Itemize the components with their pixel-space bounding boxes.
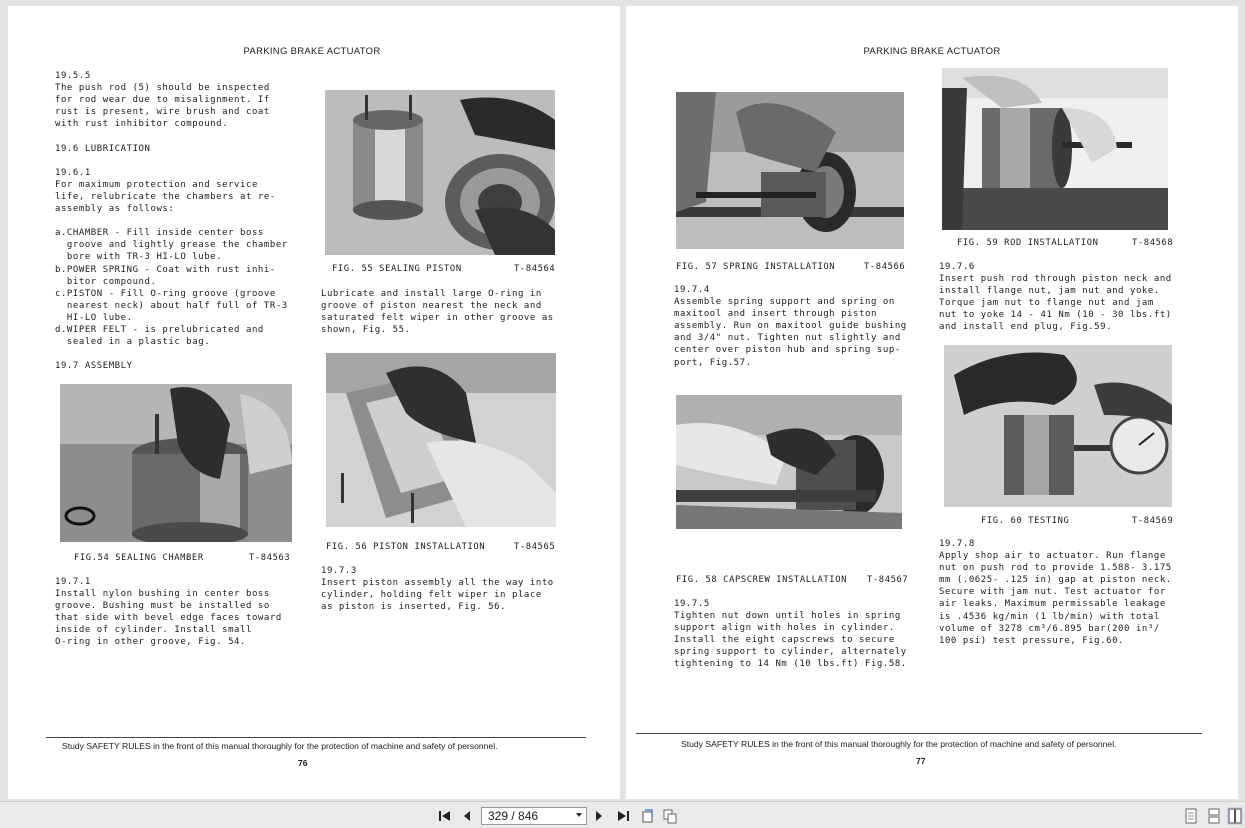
continuous-view-icon[interactable] bbox=[1206, 807, 1222, 825]
page-header: PARKING BRAKE ACTUATOR bbox=[863, 46, 1001, 57]
text-block-19-7-2: Lubricate and install large O-ring in groove of piston nearest the neck and saturated felt wiper in other groove as shown, Fig. 55. bbox=[321, 289, 554, 336]
footer-rule bbox=[46, 737, 586, 738]
text-block-19-7-8: 19.7.8 Apply shop air to actuator. Run flange nut on push rod to provide 1.588- 3.175 mm (.0625- .125 in) gap at piston neck. Secure with jam nut. Test actuator for air leaks. Maximum permissable leakage is .4536 kg/min (1 lb/min) with total volume of 3278 cm³/6.895 bar(200 in³/ 100 psi) test pressure, Fig.60. bbox=[939, 539, 1172, 646]
fig57-number: T-84566 bbox=[864, 262, 906, 272]
fig56-caption: FIG. 56 PISTON INSTALLATION bbox=[326, 542, 486, 552]
fig58-number: T-84567 bbox=[867, 575, 909, 585]
fig55-caption: FIG. 55 SEALING PISTON bbox=[332, 264, 462, 274]
fig54-caption: FIG.54 SEALING CHAMBER bbox=[74, 553, 204, 563]
fig55-number: T-84564 bbox=[514, 264, 556, 274]
footer-rule bbox=[636, 733, 1202, 734]
fig60-photo bbox=[944, 345, 1172, 507]
fig57-photo bbox=[676, 92, 904, 249]
next-page-icon[interactable] bbox=[591, 807, 607, 825]
fig60-caption: FIG. 60 TESTING bbox=[981, 516, 1070, 526]
fig55-photo bbox=[325, 90, 555, 255]
chevron-down-icon bbox=[576, 813, 582, 817]
page-header: PARKING BRAKE ACTUATOR bbox=[243, 46, 381, 57]
single-page-view-icon[interactable] bbox=[1183, 807, 1199, 825]
page-number-select[interactable] bbox=[481, 807, 587, 825]
rotate-icon[interactable] bbox=[639, 807, 657, 825]
text-block-19-5-5-to-19-7: 19.5.5 The push rod (5) should be inspected for rod wear due to misalignment. If rust is present, wire brush and coat with rust inhibitor compound. 19.6 LUBRICATION 19.6.1 For maximum protection and service life, relubricate the chambers at re- assembly as follows: a.CHAMBER - Fill inside center boss groove and lightly grease the chamber bore with TR-3 HI-LO lube. b.POWER SPRING - Coat with rust inhi- bitor compound. c.PISTON - Fill O-ring groove (groove nearest neck) about half full of TR-3 HI-LO lube. d.WIPER FELT - is prelubricated and sealed in a plastic bag. 19.7 ASSEMBLY bbox=[55, 71, 288, 372]
first-page-icon[interactable] bbox=[436, 807, 454, 825]
fig58-photo bbox=[676, 395, 902, 529]
fig57-caption: FIG. 57 SPRING INSTALLATION bbox=[676, 262, 836, 272]
fig60-number: T-84569 bbox=[1132, 516, 1174, 526]
fig58-caption: FIG. 58 CAPSCREW INSTALLATION bbox=[676, 575, 847, 585]
page-number: 77 bbox=[916, 756, 926, 766]
page-77 bbox=[626, 6, 1238, 799]
fig59-photo bbox=[942, 68, 1168, 230]
copy-icon[interactable] bbox=[661, 807, 679, 825]
text-block-19-7-6: 19.7.6 Insert push rod through piston neck and install flange nut, jam nut and yoke. Torque jam nut to flange nut and jam nut to yoke 14 - 41 Nm (10 - 30 lbs.ft) and install end plug, Fig.59. bbox=[939, 262, 1172, 333]
last-page-icon[interactable] bbox=[614, 807, 632, 825]
page-76 bbox=[8, 6, 620, 799]
footer-safety-note: Study SAFETY RULES in the front of this manual thoroughly for the protection of machine and safety of personnel. bbox=[681, 739, 1117, 749]
text-block-19-7-4: 19.7.4 Assemble spring support and spring on maxitool and insert through piston assembly. Run on maxitool guide bushing and 3/4" nut. Tighten nut slightly and center over piston hub and spring sup- port, Fig.57. bbox=[674, 285, 907, 368]
page-indicator: 329 / 846 bbox=[488, 809, 539, 823]
fig54-photo bbox=[60, 384, 292, 542]
text-block-19-7-5: 19.7.5 Tighten nut down until holes in spring support align with holes in cylinder. Install the eight capscrews to secure spring support to cylinder, alternately tightening to 14 Nm (10 lbs.ft) Fig.58. bbox=[674, 599, 907, 670]
two-page-view-icon[interactable] bbox=[1227, 807, 1243, 825]
fig59-caption: FIG. 59 ROD INSTALLATION bbox=[957, 238, 1099, 248]
prev-page-icon[interactable] bbox=[459, 807, 475, 825]
footer-safety-note: Study SAFETY RULES in the front of this manual thoroughly for the protection of machine and safety of personnel. bbox=[62, 741, 498, 751]
fig54-number: T-84563 bbox=[249, 553, 291, 563]
page-number: 76 bbox=[298, 758, 308, 768]
text-block-19-7-3: 19.7.3 Insert piston assembly all the way into cylinder, holding felt wiper in place as piston is inserted, Fig. 56. bbox=[321, 566, 554, 613]
fig56-photo bbox=[326, 353, 556, 527]
fig56-number: T-84565 bbox=[514, 542, 556, 552]
fig59-number: T-84568 bbox=[1132, 238, 1174, 248]
text-block-19-7-1: 19.7.1 Install nylon bushing in center boss groove. Bushing must be installed so that side with bevel edge faces toward inside of cylinder. Install small O-ring in other groove, Fig. 54. bbox=[55, 577, 282, 648]
viewer-toolbar bbox=[0, 801, 1245, 828]
